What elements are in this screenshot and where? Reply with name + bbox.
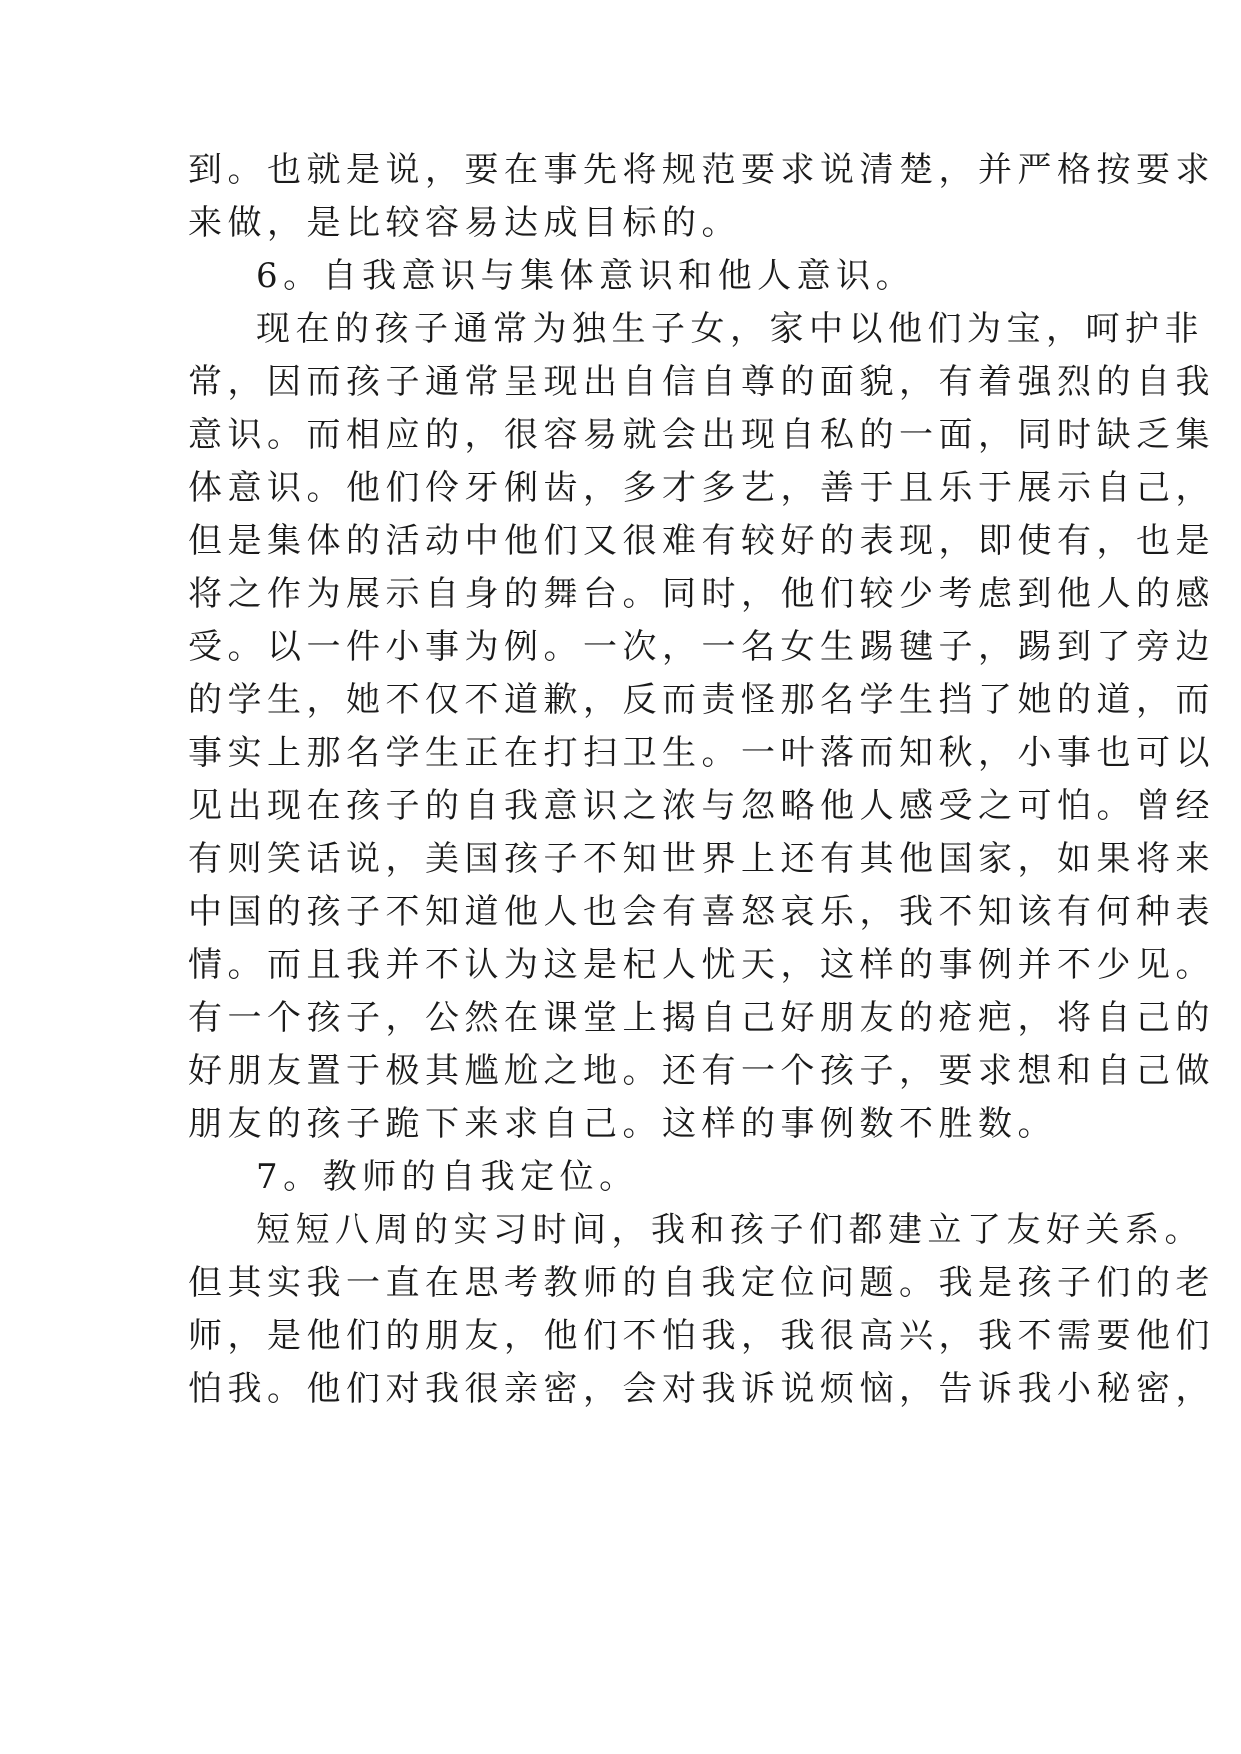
text-line: 怕我。他们对我很亲密，会对我诉说烦恼，告诉我小秘密，	[188, 1369, 1215, 1409]
text-line: 好朋友置于极其尴尬之地。还有一个孩子，要求想和自己做	[188, 1051, 1215, 1091]
text-line: 意识。而相应的，很容易就会出现自私的一面，同时缺乏集	[188, 415, 1215, 455]
text-line: 情。而且我并不认为这是杞人忧天，这样的事例并不少见。	[188, 945, 1215, 985]
paragraph-start: 短短八周的实习时间，我和孩子们都建立了友好关系。	[256, 1210, 1204, 1250]
text-line: 有一个孩子，公然在课堂上揭自己好朋友的疮疤，将自己的	[188, 998, 1215, 1038]
text-line: 见出现在孩子的自我意识之浓与忽略他人感受之可怕。曾经	[188, 786, 1215, 826]
text-line: 将之作为展示自身的舞台。同时，他们较少考虑到他人的感	[188, 574, 1215, 614]
text-line: 来做，是比较容易达成目标的。	[188, 203, 741, 243]
text-line: 但是集体的活动中他们又很难有较好的表现，即使有，也是	[188, 521, 1215, 561]
text-line: 朋友的孩子跪下来求自己。这样的事例数不胜数。	[188, 1104, 1057, 1144]
text-line: 受。以一件小事为例。一次，一名女生踢毽子，踢到了旁边	[188, 627, 1215, 667]
text-line: 体意识。他们伶牙俐齿，多才多艺，善于且乐于展示自己，	[188, 468, 1215, 508]
text-line: 中国的孩子不知道他人也会有喜怒哀乐，我不知该有何种表	[188, 892, 1215, 932]
text-line: 有则笑话说，美国孩子不知世界上还有其他国家，如果将来	[188, 839, 1215, 879]
section-heading-7: 7。教师的自我定位。	[256, 1157, 639, 1197]
paragraph-start: 现在的孩子通常为独生子女，家中以他们为宝，呵护非	[256, 309, 1204, 349]
text-line: 师，是他们的朋友，他们不怕我，我很高兴，我不需要他们	[188, 1316, 1215, 1356]
text-line: 到。也就是说，要在事先将规范要求说清楚，并严格按要求	[188, 150, 1215, 190]
section-heading-6: 6。自我意识与集体意识和他人意识。	[256, 256, 916, 296]
text-line: 的学生，她不仅不道歉，反而责怪那名学生挡了她的道，而	[188, 680, 1215, 720]
text-line: 但其实我一直在思考教师的自我定位问题。我是孩子们的老	[188, 1263, 1215, 1303]
text-line: 事实上那名学生正在打扫卫生。一叶落而知秋，小事也可以	[188, 733, 1215, 773]
text-line: 常，因而孩子通常呈现出自信自尊的面貌，有着强烈的自我	[188, 362, 1215, 402]
